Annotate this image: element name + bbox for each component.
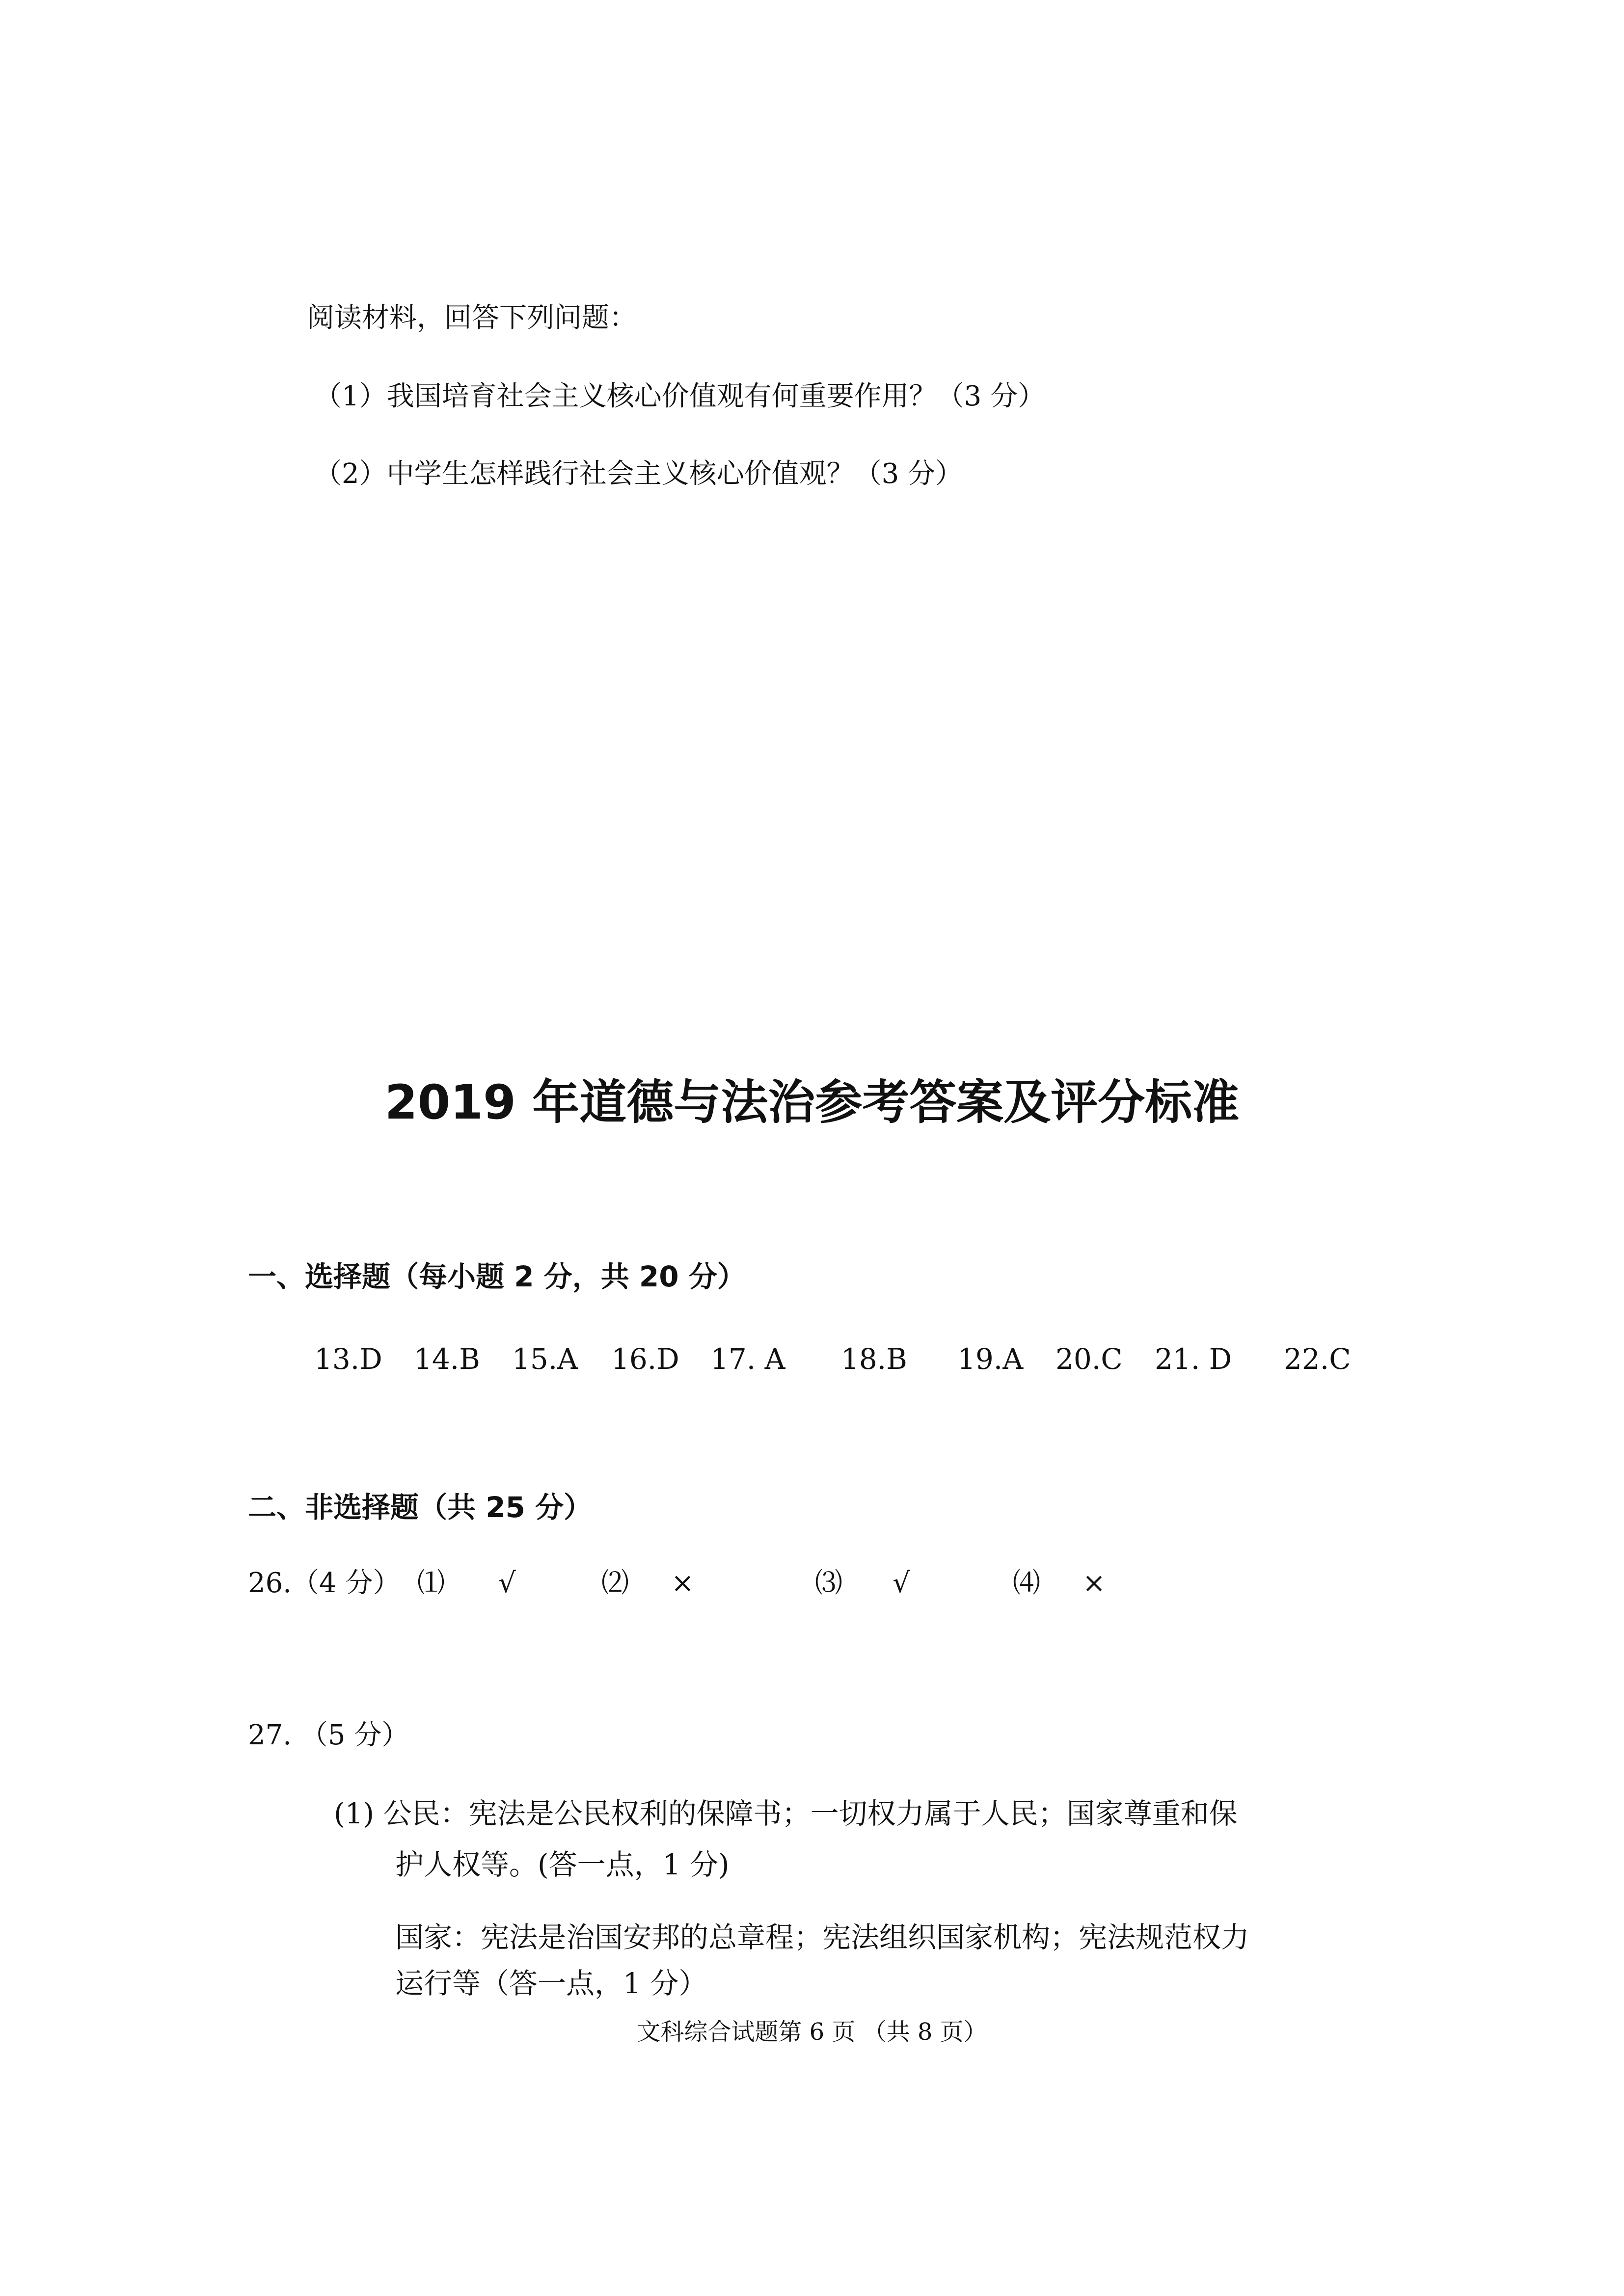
item-number: ⑴ [417,1567,445,1599]
choice-answer: 13.D [314,1342,382,1376]
question-27-label: 27. （5 分） [248,1719,409,1751]
question-27-citizen-line-1: (1) 公民：宪法是公民权利的保障书；一切权力属于人民；国家尊重和保 [334,1797,1238,1830]
section-2-heading: 二、非选择题（共 25 分） [248,1491,593,1524]
choice-answer: 16.D [611,1342,679,1376]
choice-answer: 17. A [710,1342,785,1376]
choice-answer: 20.C [1056,1342,1123,1376]
choice-answer: 15.A [512,1342,578,1376]
item-number: ⑶ [815,1567,842,1599]
item-number: ⑵ [601,1567,629,1599]
choice-answer: 22.C [1284,1342,1351,1376]
cross-mark-icon: × [671,1567,694,1599]
choice-answer: 18.B [841,1342,907,1376]
check-mark-icon: √ [893,1567,910,1599]
material-question-1: （1）我国培育社会主义核心价值观有何重要作用？（3 分） [314,380,1046,412]
page-footer: 文科综合试题第 6 页 （共 8 页） [637,2018,987,2046]
section-1-heading: 一、选择题（每小题 2 分，共 20 分） [248,1260,746,1293]
question-26-label: 26.（4 分） [248,1567,401,1599]
check-mark-icon: √ [498,1567,516,1599]
material-question-2: （2）中学生怎样践行社会主义核心价值观？（3 分） [314,458,963,490]
material-prompt: 阅读材料，回答下列问题： [307,302,637,334]
choice-answer: 21. D [1155,1342,1232,1376]
cross-mark-icon: × [1083,1567,1106,1599]
question-27-citizen-line-2: 护人权等。(答一点，1 分) [395,1848,730,1881]
answer-key-title: 2019 年道德与法治参考答案及评分标准 [384,1075,1240,1130]
choice-answer: 19.A [957,1342,1024,1376]
question-27-state-line-1: 国家：宪法是治国安邦的总章程；宪法组织国家机构；宪法规范权力 [395,1921,1250,1954]
question-27-state-line-2: 运行等（答一点，1 分） [395,1967,707,2000]
item-number: ⑷ [1013,1567,1040,1599]
choice-answer: 14.B [414,1342,480,1376]
